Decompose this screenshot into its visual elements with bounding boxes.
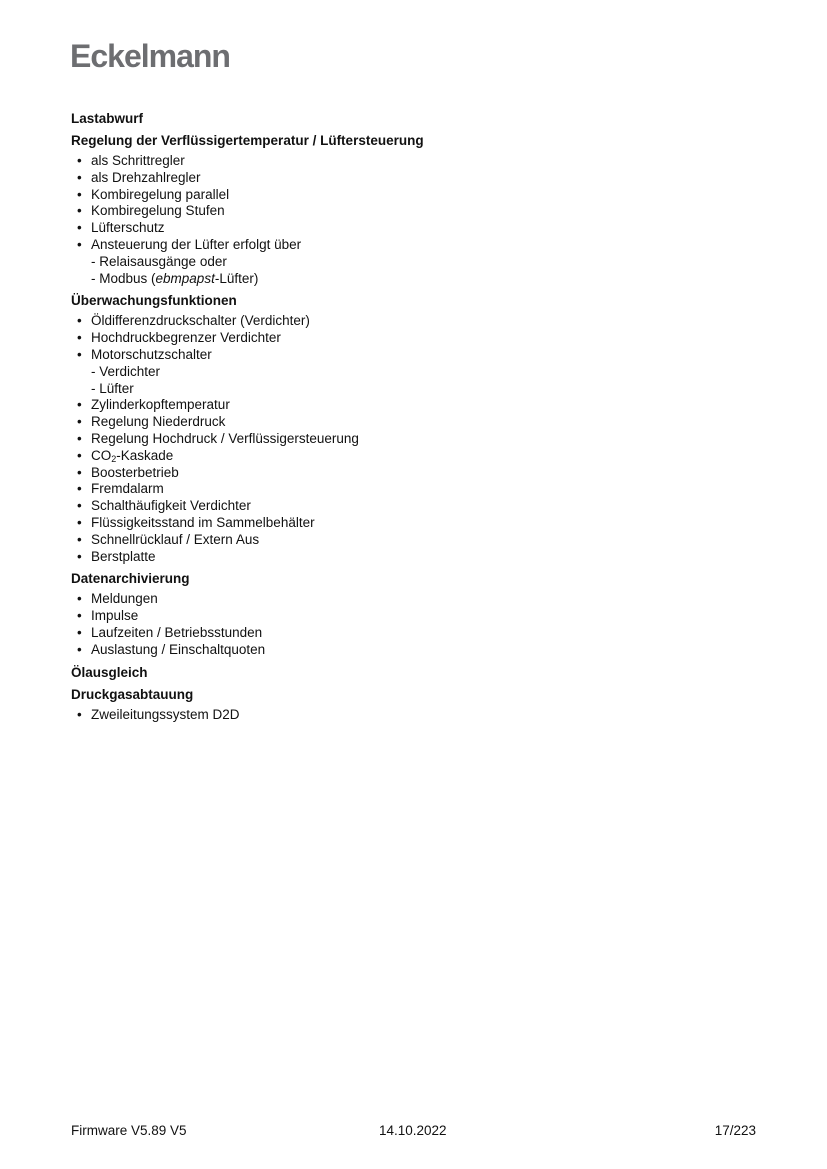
section <box>71 664 771 681</box>
subscript: 2 <box>111 453 117 464</box>
section <box>71 110 771 127</box>
bullet-icon: • <box>77 236 82 252</box>
list-item <box>71 515 771 532</box>
bullet-icon: • <box>77 186 82 202</box>
list-item-text: als Schrittregler <box>91 153 185 168</box>
section <box>71 686 771 724</box>
list-item <box>71 591 771 608</box>
footer-firmware-version: Firmware V5.89 V5 <box>71 1123 187 1138</box>
list-item-text: CO <box>91 447 112 463</box>
section-heading: Überwachungsfunktionen <box>71 293 237 309</box>
bullet-icon: • <box>77 169 82 185</box>
bullet-list <box>71 591 771 658</box>
bullet-icon: • <box>77 414 82 430</box>
list-item-text: Fremdalarm <box>91 481 164 497</box>
list-item <box>71 431 771 448</box>
bullet-icon: • <box>77 591 82 607</box>
list-item-text: Berstplatte <box>91 548 156 564</box>
list-item-text: Zweileitungssystem D2D <box>91 706 240 722</box>
bullet-icon: • <box>77 514 82 530</box>
list-item-text: Schnellrücklauf / Extern Aus <box>91 531 260 547</box>
section <box>71 132 771 287</box>
list-item <box>71 498 771 515</box>
list-item-text: Ansteuerung der Lüfter erfolgt über <box>91 236 302 252</box>
list-item-text: Regelung Niederdruck <box>91 414 226 430</box>
list-item <box>71 313 771 330</box>
footer-page-number: 17/223 <box>714 1123 756 1138</box>
bullet-icon: • <box>77 330 82 346</box>
list-item <box>71 465 771 482</box>
bullet-list <box>71 313 771 565</box>
bullet-icon: • <box>77 203 82 219</box>
sub-list-item: - Relaisausgänge oder <box>91 253 227 269</box>
list-item-text-suffix: -Kaskade <box>116 447 174 463</box>
bullet-icon: • <box>77 430 82 446</box>
footer-date: 14.10.2022 <box>379 1123 447 1138</box>
sub-list-item: - Lüfter <box>91 380 134 396</box>
list-item-text: Schalthäufigkeit Verdichter <box>91 498 251 514</box>
list-item-text: als Drehzahlregler <box>91 169 201 185</box>
list-item-text: Zylinderkopftemperatur <box>91 397 230 413</box>
list-item <box>71 642 771 659</box>
list-item <box>71 549 771 566</box>
list-item-text: Flüssigkeitsstand im Sammelbehälter <box>91 514 315 530</box>
list-item <box>71 203 771 220</box>
bullet-list <box>71 153 771 287</box>
list-item-text: Meldungen <box>91 591 158 607</box>
sub-item-prefix: - Modbus ( <box>91 270 156 286</box>
bullet-icon: • <box>77 641 82 657</box>
bullet-icon: • <box>77 346 82 362</box>
bullet-icon: • <box>77 548 82 564</box>
section-heading: Lastabwurf <box>71 111 144 126</box>
bullet-icon: • <box>77 498 82 514</box>
list-item <box>71 481 771 498</box>
list-item <box>71 625 771 642</box>
list-item-text: Laufzeiten / Betriebsstunden <box>91 624 263 640</box>
list-item-text: Hochdruckbegrenzer Verdichter <box>91 330 281 346</box>
list-item <box>71 608 771 625</box>
bullet-icon: • <box>77 706 82 722</box>
section-heading: Ölausgleich <box>71 664 148 680</box>
bullet-icon: • <box>77 624 82 640</box>
list-item <box>71 170 771 187</box>
list-item-text: Lüfterschutz <box>91 220 165 236</box>
sub-list-item: - Verdichter <box>91 363 161 379</box>
bullet-icon: • <box>77 481 82 497</box>
list-item <box>71 414 771 431</box>
list-item-text: Impulse <box>91 608 139 624</box>
section-heading: Datenarchivierung <box>71 571 190 587</box>
list-item-text: Motorschutzschalter <box>91 346 212 362</box>
list-item-text: Kombiregelung Stufen <box>91 203 225 219</box>
bullet-icon: • <box>77 531 82 547</box>
section-heading: Druckgasabtauung <box>71 686 194 702</box>
list-item-text: Kombiregelung parallel <box>91 186 230 202</box>
list-item <box>71 237 771 287</box>
section <box>71 570 771 658</box>
section-heading: Regelung der Verflüssigertemperatur / Lüftersteuerung <box>71 133 424 148</box>
sub-item-suffix: -Lüfter) <box>214 270 259 286</box>
section <box>71 292 771 565</box>
brand-name-italic: ebmpapst <box>155 270 215 286</box>
bullet-list <box>71 707 771 724</box>
eckelmann-logo: Eckelmann <box>70 38 230 74</box>
bullet-icon: • <box>77 608 82 624</box>
list-item-text: Boosterbetrieb <box>91 464 179 480</box>
list-item-text: Regelung Hochdruck / Verflüssigersteuerung <box>91 430 359 446</box>
list-item <box>71 707 771 724</box>
document-body <box>71 110 771 728</box>
bullet-icon: • <box>77 313 82 329</box>
list-item <box>71 153 771 170</box>
bullet-icon: • <box>77 447 82 463</box>
bullet-icon: • <box>77 220 82 236</box>
sub-list-item <box>91 271 771 288</box>
list-item-text: Auslastung / Einschaltquoten <box>91 641 266 657</box>
bullet-icon: • <box>77 464 82 480</box>
bullet-icon: • <box>77 397 82 413</box>
list-item <box>71 532 771 549</box>
list-item <box>71 347 771 397</box>
list-item <box>71 397 771 414</box>
list-item <box>71 448 771 465</box>
list-item <box>71 220 771 237</box>
list-item <box>71 187 771 204</box>
list-item <box>71 330 771 347</box>
list-item-text: Öldifferenzdruckschalter (Verdichter) <box>91 313 310 329</box>
bullet-icon: • <box>77 153 82 168</box>
